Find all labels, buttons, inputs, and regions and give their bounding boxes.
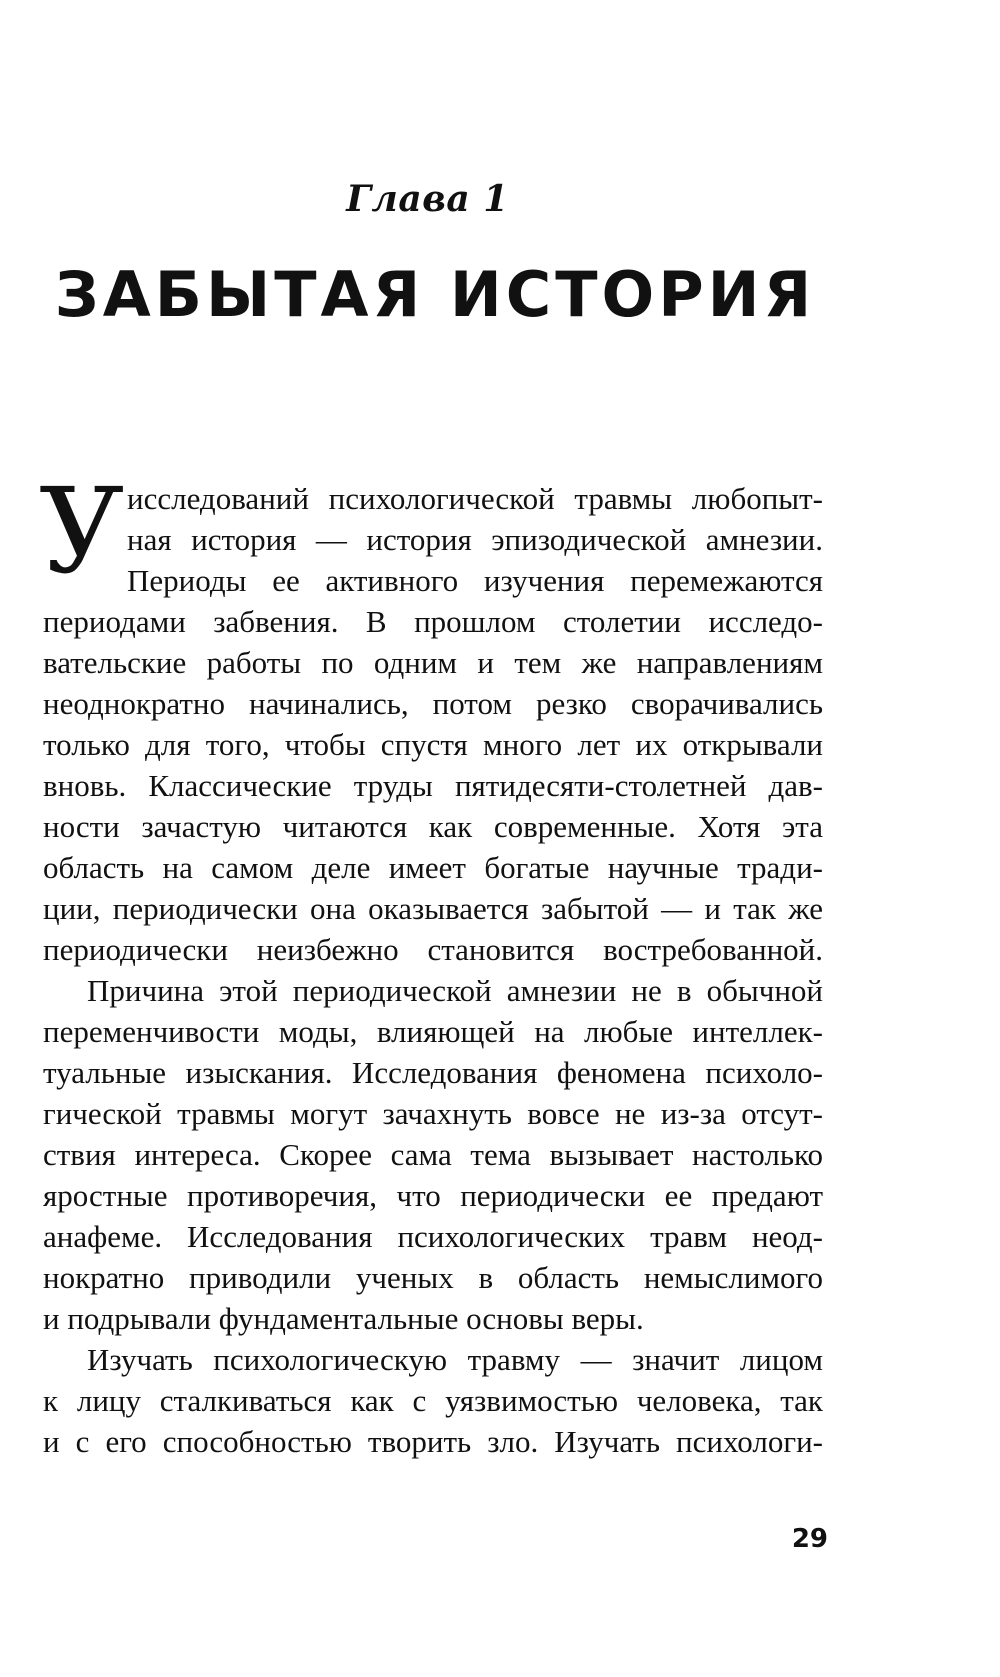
text-line: область на самом деле имеет богатые научные тради- [43, 850, 823, 885]
page-number: 29 [791, 1524, 828, 1554]
text-line: туальные изыскания. Исследования феномена психоло- [43, 1055, 823, 1090]
text-line: яростные противоречия, что периодически ее предают [43, 1178, 823, 1213]
text-line: периодами забвения. В прошлом столетии исследо- [43, 604, 823, 639]
text-line: и с его способностью творить зло. Изучать психологи- [43, 1424, 823, 1459]
text-line: переменчивости моды, влияющей на любые интеллек- [43, 1014, 823, 1049]
text-line: вательские работы по одним и тем же направлениям [43, 645, 823, 680]
text-line: ная история — история эпизодической амнезии. [127, 522, 823, 557]
chapter-label: Глава 1 [346, 178, 509, 220]
text-line: Причина этой периодической амнезии не в обычной [87, 973, 823, 1008]
text-line: ции, периодически она оказывается забытой — и так же [43, 891, 823, 926]
chapter-title: ЗАБЫТАЯ ИСТОРИЯ [54, 258, 816, 331]
body-text [43, 478, 823, 1462]
text-line: и подрывали фундаментальные основы веры. [43, 1301, 644, 1336]
text-line: анафеме. Исследования психологических травм неод- [43, 1219, 823, 1254]
text-line: периодически неизбежно становится востребованной. [43, 932, 823, 967]
text-line: вновь. Классические труды пятидесяти-столетней дав- [43, 768, 823, 803]
text-line: исследований психологической травмы любопыт- [127, 481, 823, 516]
text-line: ствия интереса. Скорее сама тема вызывает настолько [43, 1137, 823, 1172]
text-line: Изучать психологическую травму — значит лицом [87, 1342, 823, 1377]
drop-cap: У [39, 462, 125, 600]
text-line: к лицу сталкиваться как с уязвимостью человека, так [43, 1383, 823, 1418]
text-line: неоднократно начинались, потом резко сворачивались [43, 686, 823, 721]
text-line: гической травмы могут зачахнуть вовсе не из-за отсут- [43, 1096, 823, 1131]
text-line: ности зачастую читаются как современные. Хотя эта [43, 809, 823, 844]
text-line: только для того, чтобы спустя много лет их открывали [43, 727, 823, 762]
text-line: нократно приводили ученых в область немыслимого [43, 1260, 823, 1295]
text-line: Периоды ее активного изучения перемежаются [127, 563, 823, 598]
